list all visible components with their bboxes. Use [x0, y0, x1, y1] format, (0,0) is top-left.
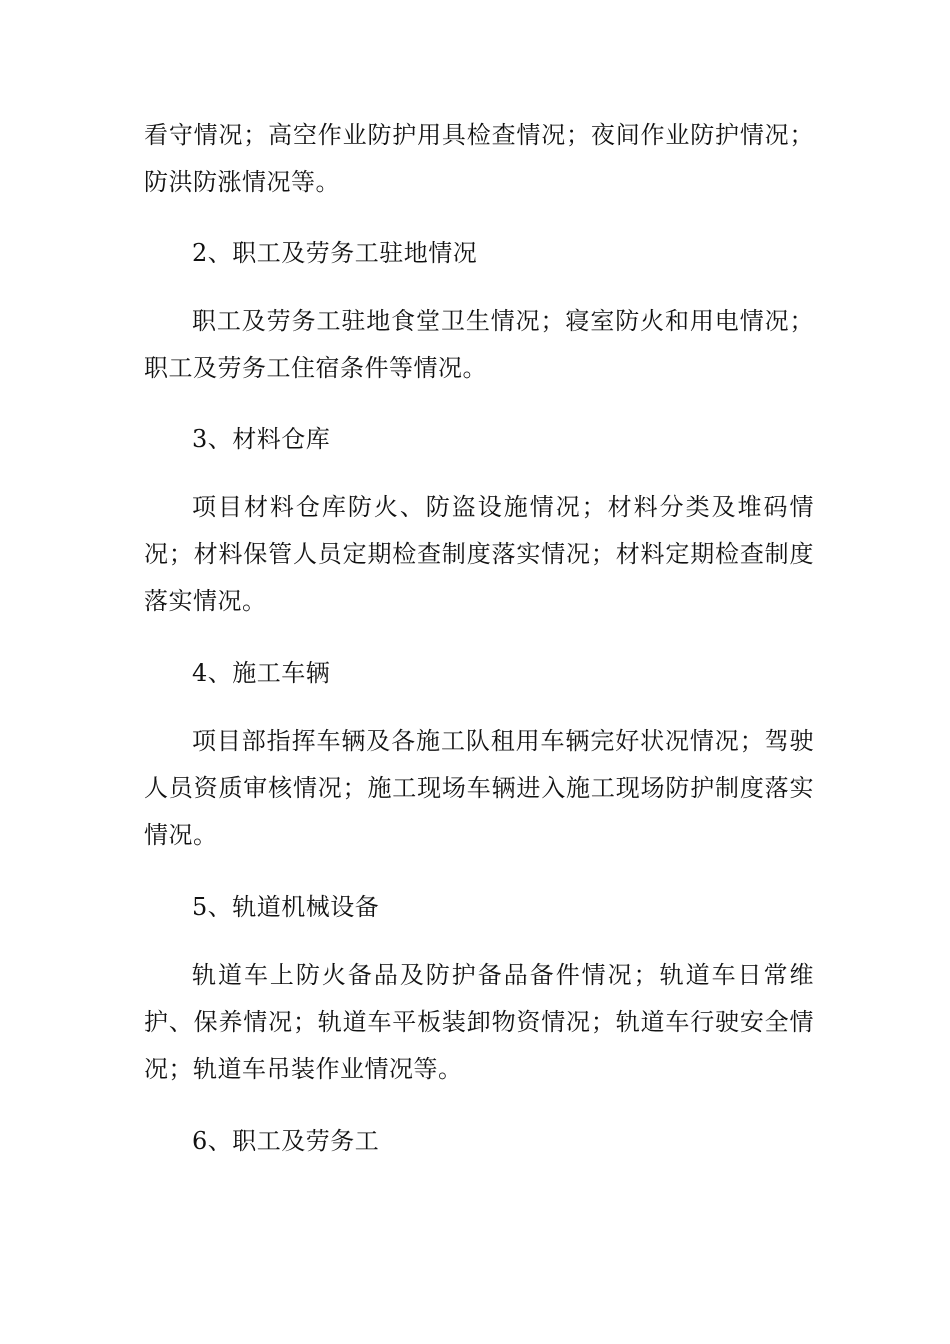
heading-construction-vehicles: 4、施工车辆 [192, 659, 331, 687]
heading-rail-machinery: 5、轨道机械设备 [192, 893, 380, 921]
paragraph-staff-residence: 职工及劳务工驻地食堂卫生情况；寝室防火和用电情况；职工及劳务工住宿条件等情况。 [144, 307, 814, 382]
paragraph-material-warehouse: 项目材料仓库防火、防盗设施情况；材料分类及堆码情况；材料保管人员定期检查制度落实情况；材料定期检查制度落实情况。 [144, 493, 814, 615]
paragraph-construction-vehicles: 项目部指挥车辆及各施工队租用车辆完好状况情况；驾驶人员资质审核情况；施工现场车辆进入施工现场防护制度落实情况。 [144, 727, 814, 849]
paragraph-continued-inspection: 看守情况；高空作业防护用具检查情况；夜间作业防护情况；防洪防涨情况等。 [144, 121, 814, 196]
heading-material-warehouse: 3、材料仓库 [192, 425, 331, 453]
heading-staff-and-labor: 6、职工及劳务工 [192, 1127, 380, 1155]
paragraph-rail-machinery: 轨道车上防火备品及防护备品备件情况；轨道车日常维护、保养情况；轨道车平板装卸物资情况；轨道车行驶安全情况；轨道车吊装作业情况等。 [144, 961, 814, 1083]
heading-staff-residence: 2、职工及劳务工驻地情况 [192, 239, 478, 267]
